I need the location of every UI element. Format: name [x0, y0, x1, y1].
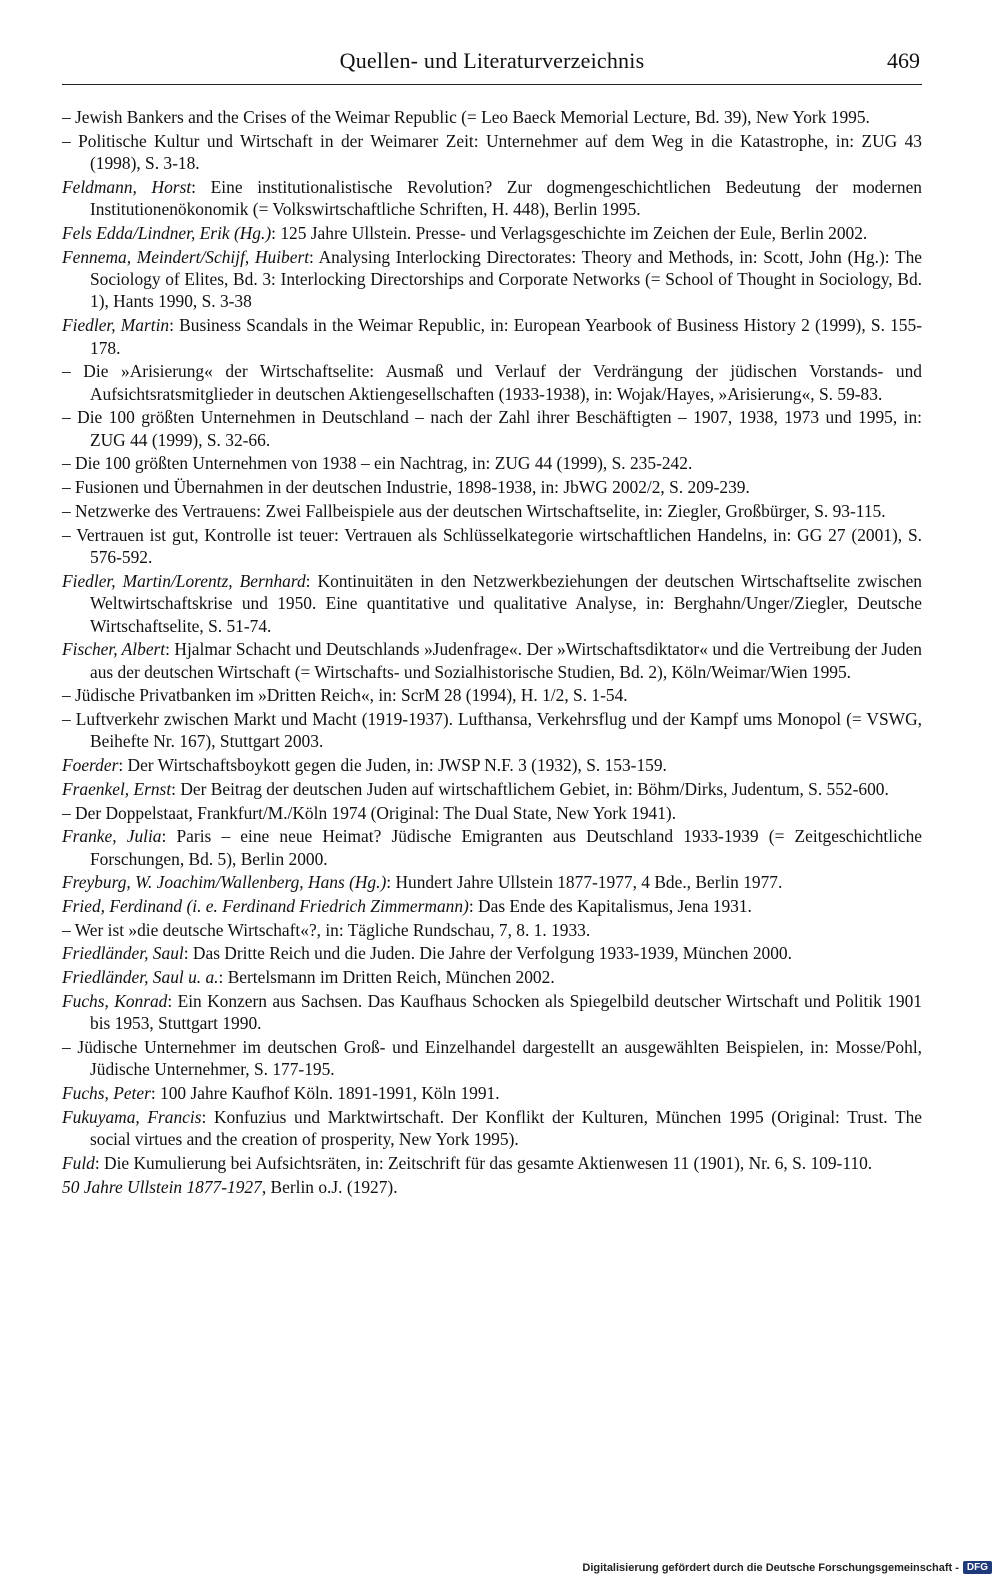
entry-text: – Jüdische Unternehmer im deutschen Groß- und Einzelhandel dargestellt an ausgewählten Beispielen, in: Mosse/Pohl, Jüdische Unternehmer, S. 177-195.	[62, 1036, 922, 1080]
entry-text: – Der Doppelstaat, Frankfurt/M./Köln 1974 (Original: The Dual State, New York 1941).	[62, 802, 677, 823]
entry-text: : Das Dritte Reich und die Juden. Die Jahre der Verfolgung 1933-1939, München 2000.	[183, 943, 792, 964]
entry-text: : Hjalmar Schacht und Deutschlands »Judenfrage«. Der »Wirtschaftsdiktator« und die Vertreibung der Juden aus der deutschen Wirtschaft (= Wirtschafts- und Sozialhistorische Studien, Bd. 2), Köln/Weimar/Wien 1995.	[90, 639, 922, 682]
bibliography-entry	[62, 871, 922, 893]
bibliography-entry	[62, 684, 922, 706]
bibliography-entry	[62, 130, 922, 175]
bibliography-entry	[62, 708, 922, 753]
entry-author: Fuchs, Peter	[62, 1083, 151, 1104]
bibliography-entry	[62, 106, 922, 128]
entry-author: Foerder	[62, 755, 119, 776]
bibliography-entry	[62, 222, 922, 244]
entry-text: : Konfuzius und Marktwirtschaft. Der Konflikt der Kulturen, München 1995 (Original: Trust. The social virtues and the creation of prosperity, New York 1995).	[90, 1106, 922, 1150]
entry-author: Fiedler, Martin/Lorentz, Bernhard	[62, 570, 306, 591]
bibliography-entry	[62, 406, 922, 451]
entry-text: : Eine institutionalistische Revolution? Zur dogmengeschichtlichen Bedeutung der modernen Institutionenökonomik (= Volkswirtschaftliche Schriften, H. 448), Berlin 1995.	[90, 176, 922, 220]
entry-text: – Jewish Bankers and the Crises of the Weimar Republic (= Leo Baeck Memorial Lecture, Bd. 39), New York 1995.	[62, 107, 870, 127]
entry-text: : Der Wirtschaftsboykott gegen die Juden, in: JWSP N.F. 3 (1932), S. 153-159.	[118, 755, 667, 776]
dfg-logo: DFG	[963, 1561, 992, 1574]
entry-text: : Kontinuitäten in den Netzwerkbeziehungen der deutschen Wirtschaftselite zwischen Weltwirtschaftskrise und 1950. Eine quantitative und qualitative Analyse, in: Berghahn/Unger/Ziegler, Deutsche Wirtschaftselite, S. 51-74.	[90, 570, 922, 636]
entry-text: : Analysing Interlocking Directorates: Theory and Methods, in: Scott, John (Hg.): The Sociology of Elites, Bd. 3: Interlocking Directorships and Corporate Networks (= School of Thought in Sociology, Bd. 1), Hants 1990, S. 3-38	[90, 246, 922, 312]
bibliography-entry	[62, 360, 922, 405]
entry-author: Fried, Ferdinand (i. e. Ferdinand Friedrich Zimmermann)	[62, 896, 469, 917]
entry-text: , Berlin o.J. (1927).	[261, 1176, 398, 1197]
bibliography-entry	[62, 1082, 922, 1104]
entry-author: Fels Edda/Lindner, Erik (Hg.)	[62, 222, 272, 243]
bibliography-entry	[62, 570, 922, 637]
entry-author: Freyburg, W. Joachim/Wallenberg, Hans (Hg.)	[62, 872, 387, 893]
bibliography-entry	[62, 778, 922, 800]
bibliography-entry	[62, 500, 922, 522]
entry-text: – Die 100 größten Unternehmen von 1938 – ein Nachtrag, in: ZUG 44 (1999), S. 235-242.	[62, 453, 693, 474]
bibliography-entry	[62, 966, 922, 988]
entry-text: – Wer ist »die deutsche Wirtschaft«?, in: Tägliche Rundschau, 7, 8. 1. 1933.	[62, 919, 591, 940]
bibliography-entry	[62, 990, 922, 1035]
bibliography-entry	[62, 895, 922, 917]
bibliography-entry	[62, 1176, 922, 1198]
entry-text: : 125 Jahre Ullstein. Presse- und Verlagsgeschichte im Zeichen der Eule, Berlin 2002.	[271, 222, 868, 243]
bibliography-entry	[62, 476, 922, 498]
entry-text: – Vertrauen ist gut, Kontrolle ist teuer: Vertrauen als Schlüsselkategorie wirtschaftlichen Handelns, in: GG 27 (2001), S. 576-592.	[62, 524, 922, 567]
entry-author: Friedländer, Saul	[62, 943, 184, 964]
bibliography-entry	[62, 802, 922, 824]
bibliography-entry	[62, 314, 922, 359]
bibliography-entry	[62, 1152, 922, 1174]
entry-author: Franke, Julia	[62, 826, 162, 847]
entry-author: Fennema, Meindert/Schijf, Huibert	[62, 246, 310, 267]
bibliography-entry	[62, 246, 922, 313]
bibliography-entry	[62, 524, 922, 569]
entry-text: – Jüdische Privatbanken im »Dritten Reich«, in: ScrM 28 (1994), H. 1/2, S. 1-54.	[62, 685, 628, 706]
bibliography-entry	[62, 1106, 922, 1151]
bibliography-entry	[62, 452, 922, 474]
entry-author: Fuchs, Konrad	[62, 990, 168, 1011]
entry-text: : Paris – eine neue Heimat? Jüdische Emigranten aus Deutschland 1933-1939 (= Zeitgeschichtliche Forschungen, Bd. 5), Berlin 2000.	[90, 826, 923, 869]
entry-text: – Politische Kultur und Wirtschaft in der Weimarer Zeit: Unternehmer auf dem Weg in die Katastrophe, in: ZUG 43 (1998), S. 3-18.	[62, 130, 922, 174]
entry-author: Fuld	[62, 1152, 95, 1173]
entry-author: Fukuyama, Francis	[62, 1106, 202, 1127]
credit-text: Digitalisierung gefördert durch die Deutsche Forschungsgemeinschaft -	[582, 1561, 959, 1574]
bibliography-entry	[62, 638, 922, 683]
entry-text: : Das Ende des Kapitalismus, Jena 1931.	[468, 896, 752, 917]
bibliography-list	[62, 106, 922, 1199]
entry-author: Fraenkel, Ernst	[62, 778, 172, 799]
entry-text: : 100 Jahre Kaufhof Köln. 1891-1991, Köln 1991.	[150, 1083, 500, 1104]
bibliography-entry	[62, 942, 922, 964]
digitization-credit	[582, 1561, 992, 1574]
entry-text: – Luftverkehr zwischen Markt und Macht (1919-1937). Lufthansa, Verkehrsflug und der Kampf ums Monopol (= VSWG, Beihefte Nr. 167), Stuttgart 2003.	[62, 709, 922, 752]
bibliography-entry	[62, 754, 922, 776]
entry-text: : Ein Konzern aus Sachsen. Das Kaufhaus Schocken als Spiegelbild deutscher Wirtschaft und Politik 1901 bis 1953, Stuttgart 1990.	[90, 990, 922, 1034]
page-header	[62, 48, 922, 85]
bibliography-entry	[62, 919, 922, 941]
bibliography-entry	[62, 176, 922, 221]
entry-text: : Hundert Jahre Ullstein 1877-1977, 4 Bde., Berlin 1977.	[386, 872, 783, 893]
entry-text: – Netzwerke des Vertrauens: Zwei Fallbeispiele aus der deutschen Wirtschaftselite, in: Ziegler, Großbürger, S. 93-115.	[62, 500, 886, 521]
entry-author: Fiedler, Martin	[62, 315, 170, 336]
entry-author: Fischer, Albert	[62, 639, 166, 660]
entry-text: : Business Scandals in the Weimar Republic, in: European Yearbook of Business History 2 (1999), S. 155-178.	[90, 315, 922, 358]
bibliography-entry	[62, 825, 922, 870]
entry-text: : Der Beitrag der deutschen Juden auf wirtschaftlichem Gebiet, in: Böhm/Dirks, Judentum, S. 552-600.	[171, 778, 889, 799]
entry-text: – Fusionen und Übernahmen in der deutschen Industrie, 1898-1938, in: JbWG 2002/2, S. 209-239.	[62, 477, 750, 498]
entry-author: 50 Jahre Ullstein 1877-1927	[62, 1176, 262, 1197]
bibliography-entry	[62, 1036, 922, 1081]
entry-text: – Die 100 größten Unternehmen in Deutschland – nach der Zahl ihrer Beschäftigten – 1907, 1938, 1973 und 1995, in: ZUG 44 (1999), S. 32-66.	[62, 407, 922, 450]
entry-text: – Die »Arisierung« der Wirtschaftselite: Ausmaß und Verlauf der Verdrängung der jüdischen Vorstands- und Aufsichtsratsmitglieder in deutschen Aktiengesellschaften (1933-1938), in: Wojak/Hayes, »Arisierung«, S. 59-83.	[62, 361, 922, 404]
entry-text: : Bertelsmann im Dritten Reich, München 2002.	[218, 967, 555, 988]
entry-author: Friedländer, Saul u. a.	[62, 967, 219, 988]
running-title: Quellen- und Literaturverzeichnis	[339, 48, 645, 73]
entry-text: : Die Kumulierung bei Aufsichtsräten, in: Zeitschrift für das gesamte Aktienwesen 11 (1901), Nr. 6, S. 109-110.	[94, 1152, 873, 1173]
page-number: 469	[887, 48, 920, 73]
entry-author: Feldmann, Horst	[62, 176, 192, 197]
